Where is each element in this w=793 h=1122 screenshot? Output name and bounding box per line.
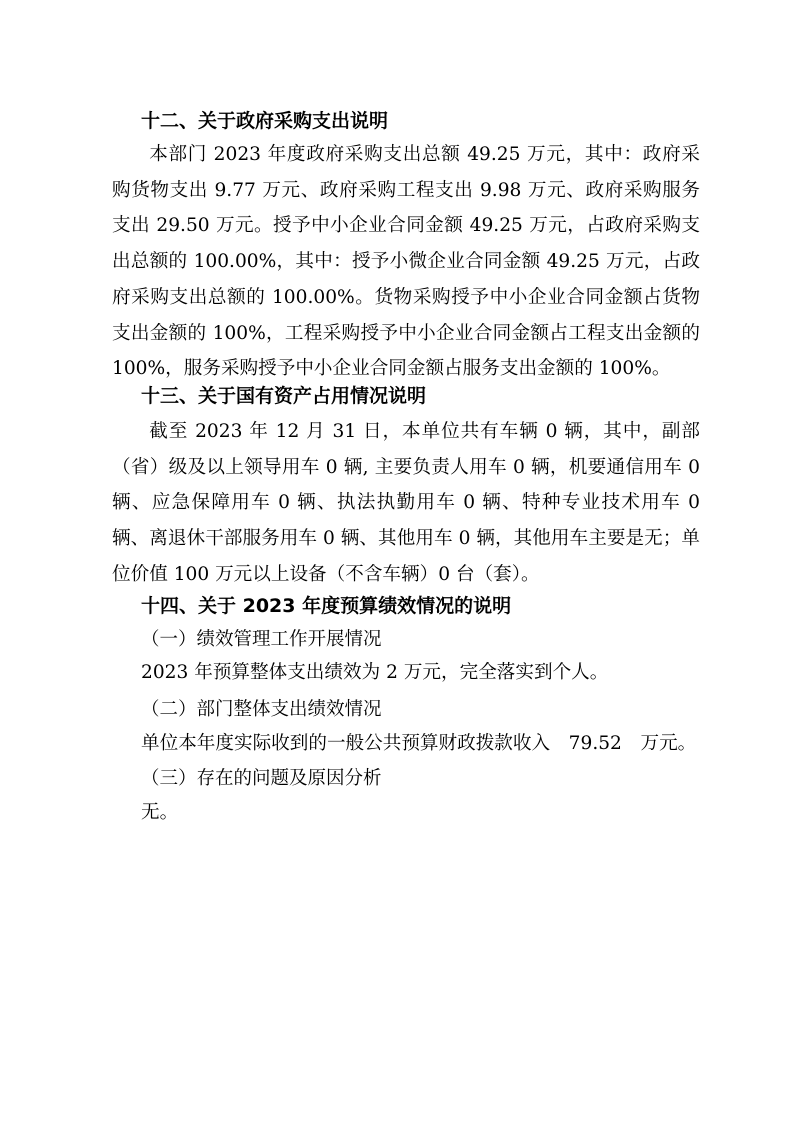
subsection-1-body: 2023 年预算整体支出绩效为 2 万元，完全落实到个人。 — [141, 662, 609, 683]
section-13-paragraph: 截至 2023 年 12 月 31 日，本单位共有车辆 0 辆，其中，副部（省）级及以上领导用车 0 辆, 主要负责人用车 0 辆，机要通信用车 0 辆、应急保障用车 0 辆、执法执勤用车 0 辆、特种专业技术用车 0 辆、离退休干部服务用车 0 辆、其他用车 0 辆，其他用车主要是无；单位价值 100 万元以上设备（不含车辆）0 台（套）。 — [112, 421, 700, 585]
subsection-2-heading: （二）部门整体支出绩效情况 — [141, 699, 382, 720]
subsection-3-body: 无。 — [141, 802, 179, 823]
subsection-3-heading: （三）存在的问题及原因分析 — [141, 768, 382, 789]
subsection-1-heading: （一）绩效管理工作开展情况 — [141, 629, 382, 650]
section-12-paragraph: 本部门 2023 年度政府采购支出总额 49.25 万元，其中：政府采购货物支出 9.77 万元、政府采购工程支出 9.98 万元、政府采购服务支出 29.50 万元。授予中小企业合同金额 49.25 万元，占政府采购支出总额的 100.00%，其中：授予小微企业合同金额 49.25 万元，占政府采购支出总额的 100.00%。货物采购授予中小企业合同金额占货物支出金额的 100%，工程采购授予中小企业合同金额占工程支出金额的 100%，服务采购授予中小企业合同金额占服务支出金额的 100%。 — [112, 144, 700, 380]
section-13-heading: 十三、关于国有资产占用情况说明 — [141, 385, 427, 407]
section-14-heading: 十四、关于 2023 年度预算绩效情况的说明 — [141, 595, 512, 617]
section-12-heading: 十二、关于政府采购支出说明 — [141, 110, 389, 132]
subsection-2-body: 单位本年度实际收到的一般公共预算财政拨款收入 79.52 万元。 — [141, 733, 697, 754]
